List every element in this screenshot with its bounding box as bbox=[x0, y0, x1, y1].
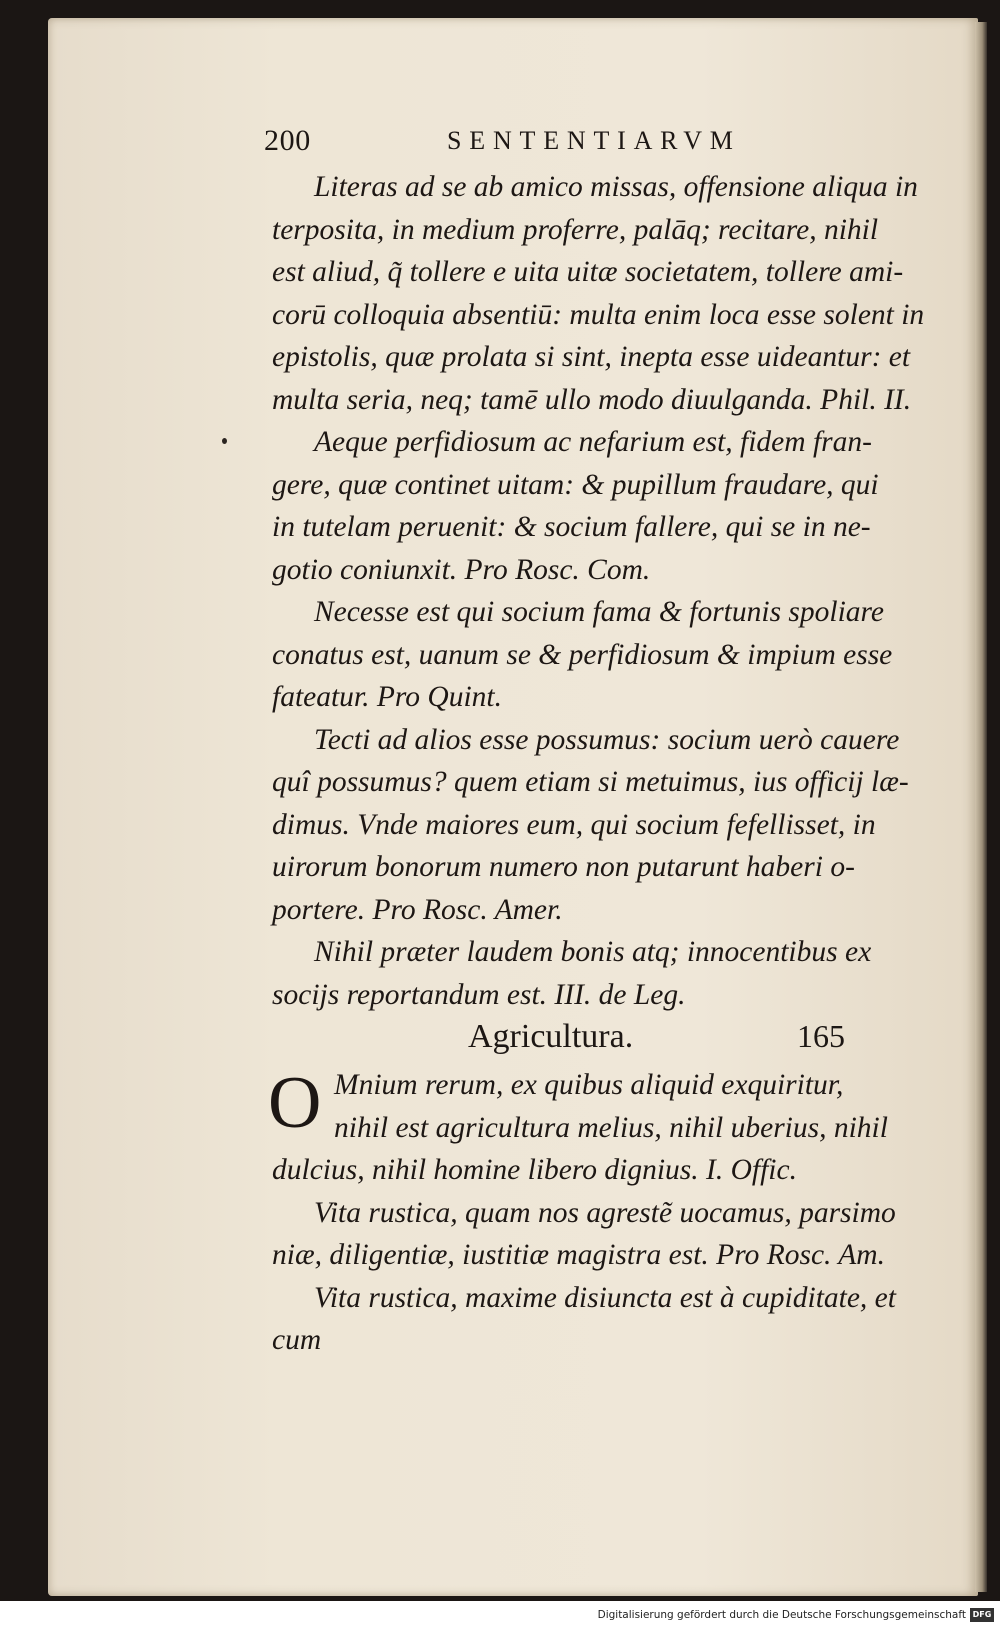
book-fore-edge bbox=[975, 22, 987, 1592]
text-line: gotio coniunxit. Pro Rosc. Com. bbox=[272, 553, 651, 586]
paragraph-1 bbox=[272, 166, 962, 421]
running-title: SENTENTIARVM bbox=[447, 126, 741, 155]
paragraph-4 bbox=[272, 719, 962, 932]
text-line: niæ, diligentiæ, iustitiæ magistra est. Pro Rosc. Am. bbox=[272, 1239, 885, 1271]
text-line: gere, quæ continet uitam: & pupillum fraudare, qui bbox=[272, 468, 879, 501]
text-block bbox=[264, 124, 962, 1362]
text-line: nihil est agricultura melius, nihil uberius, nihil bbox=[334, 1111, 888, 1144]
section-number: 165 bbox=[797, 1018, 845, 1054]
paragraph-3 bbox=[272, 591, 962, 719]
text-line: portere. Pro Rosc. Amer. bbox=[272, 893, 563, 926]
paragraph-2 bbox=[272, 421, 962, 591]
section-paragraph-1 bbox=[272, 1192, 962, 1277]
section-title: Agricultura. bbox=[468, 1018, 634, 1055]
text-line: in tutelam peruenit: & socium fallere, qui se in ne- bbox=[272, 511, 871, 543]
page-number: 200 bbox=[264, 124, 311, 157]
footer-bar bbox=[0, 1604, 1000, 1629]
text-line: terposita, in medium proferre, palāq; recitare, nihil bbox=[272, 213, 879, 246]
section-first-paragraph bbox=[268, 1062, 962, 1192]
catchword: cum bbox=[272, 1324, 322, 1356]
text-line: est aliud, q̃ tollere e uita uitæ societatem, tollere ami- bbox=[272, 256, 904, 288]
dfg-logo: DFG bbox=[970, 1608, 994, 1622]
running-head bbox=[264, 124, 962, 166]
text-line: Necesse est qui socium fama & fortunis spoliare bbox=[314, 596, 885, 628]
text-line: socijs reportandum est. III. de Leg. bbox=[272, 978, 686, 1011]
text-line: Mnium rerum, ex quibus aliquid exquiritur, bbox=[334, 1069, 844, 1101]
text-line: epistolis, quæ prolata si sint, inepta esse uideantur: et bbox=[272, 341, 911, 373]
drop-cap-initial: O bbox=[268, 1062, 322, 1144]
text-line: dimus. Vnde maiores eum, qui socium fefellisset, in bbox=[272, 808, 876, 841]
text-line: Aeque perfidiosum ac nefarium est, fidem fran- bbox=[314, 426, 872, 458]
funding-credit: Digitalisierung gefördert durch die Deutsche Forschungsgemeinschaft bbox=[597, 1609, 966, 1621]
text-line: Literas ad se ab amico missas, offensione aliqua in bbox=[314, 171, 918, 203]
section-paragraph-2 bbox=[272, 1277, 962, 1362]
text-line: fateatur. Pro Quint. bbox=[272, 681, 502, 713]
ink-speck bbox=[222, 438, 227, 444]
text-line: Nihil præter laudem bonis atq; innocentibus ex bbox=[314, 936, 872, 968]
text-line: Vita rustica, maxime disiuncta est à cupiditate, et bbox=[314, 1281, 896, 1314]
text-line: conatus est, uanum se & perfidiosum & impium esse bbox=[272, 638, 893, 671]
text-line: dulcius, nihil homine libero dignius. I. Offic. bbox=[272, 1154, 797, 1186]
section-heading bbox=[272, 1018, 962, 1064]
text-line: Tecti ad alios esse possumus: socium uerò cauere bbox=[314, 723, 900, 756]
text-line: uirorum bonorum numero non putarunt haberi o- bbox=[272, 851, 855, 883]
text-line: multa seria, neq; tamē ullo modo diuulganda. Phil. II. bbox=[272, 383, 912, 416]
text-line: corū colloquia absentiū: multa enim loca esse solent in bbox=[272, 298, 925, 331]
text-line: quî possumus? quem etiam si metuimus, ius officij læ- bbox=[272, 766, 909, 798]
paragraph-5 bbox=[272, 931, 962, 1016]
text-line: Vita rustica, quam nos agrestẽ uocamus, parsimo bbox=[314, 1196, 896, 1229]
